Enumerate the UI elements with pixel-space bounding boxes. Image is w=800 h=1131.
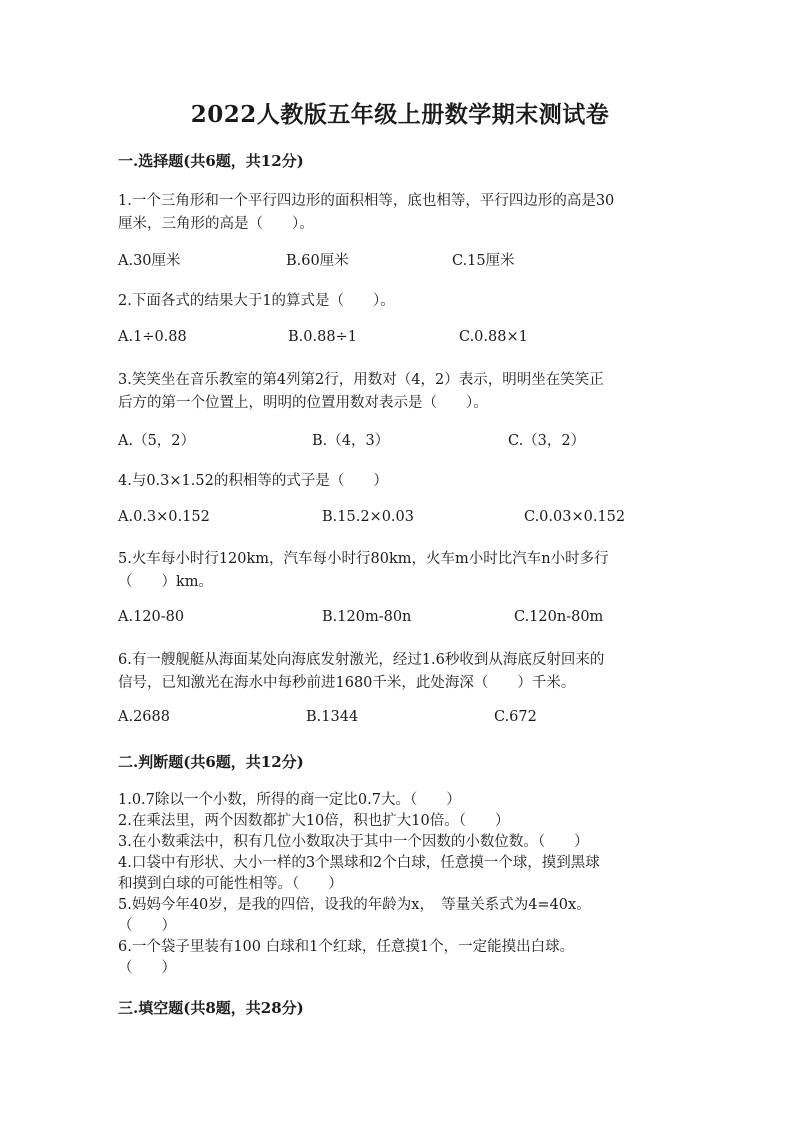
question-6-line-2: 信号，已知激光在海水中每秒前进1680千米，此处海深（ ）千米。 [118,675,576,691]
question-4-option-c: C.0.03×0.152 [524,509,626,525]
question-5-line-1: 5.火车每小时行120km，汽车每小时行80km，火车m小时比汽车n小时多行 [118,551,609,567]
question-2-option-a: A.1÷0.88 [118,329,187,345]
question-6-line-1: 6.有一艘舰艇从海面某处向海底发射激光，经过1.6秒收到从海底反射回来的 [118,652,605,668]
question-3-option-c: C.（3，2） [508,433,586,449]
question-1-option-c: C.15厘米 [452,253,515,269]
question-5-option-a: A.120-80 [118,609,185,625]
question-1-option-a: A.30厘米 [118,253,181,269]
judgement-line-2: 2.在乘法里，两个因数都扩大10倍，积也扩大10倍。（ ） [118,813,510,829]
judgement-line-9: （ ） [118,960,176,976]
question-5-option-b: B.120m-80n [322,609,412,625]
question-4-option-a: A.0.3×0.152 [118,509,210,525]
question-3-option-a: A.（5，2） [118,433,196,449]
question-5-line-2: （ ）km。 [118,574,214,590]
section-heading-choice: 一.选择题(共6题，共12分) [118,152,304,170]
question-6-option-a: A.2688 [118,709,170,725]
question-6-option-c: C.672 [494,709,537,725]
question-6-option-b: B.1344 [306,709,359,725]
section-heading-judgement: 二.判断题(共6题，共12分) [118,753,304,771]
judgement-line-6: 5.妈妈今年40岁，是我的四倍，设我的年龄为x， 等量关系式为4=40x。 [118,897,591,913]
question-2-line-1: 2.下面各式的结果大于1的算式是（ ）。 [118,293,395,309]
question-3-line-1: 3.笑笑坐在音乐教室的第4列第2行，用数对（4，2）表示，明明坐在笑笑正 [118,372,604,388]
question-3-option-b: B.（4，3） [312,433,390,449]
question-2-option-c: C.0.88×1 [459,329,528,345]
judgement-line-7: （ ） [118,918,176,934]
question-1-option-b: B.60厘米 [286,253,349,269]
question-4-option-b: B.15.2×0.03 [322,509,414,525]
section-heading-fill-in: 三.填空题(共8题，共28分) [118,999,304,1017]
question-4-line-1: 4.与0.3×1.52的积相等的式子是（ ） [118,473,388,489]
question-3-line-2: 后方的第一个位置上，明明的位置用数对表示是（ ）。 [118,395,488,411]
judgement-line-5: 和摸到白球的可能性相等。（ ） [118,876,343,892]
judgement-line-8: 6.一个袋子里装有100 白球和1个红球，任意摸1个，一定能摸出白球。 [118,939,575,955]
question-5-option-c: C.120n-80m [514,609,604,625]
judgement-line-3: 3.在小数乘法中，积有几位小数取决于其中一个因数的小数位数。（ ） [118,834,589,850]
exam-title: 2022人教版五年级上册数学期末测试卷 [190,101,610,128]
question-2-option-b: B.0.88÷1 [288,329,357,345]
question-1-line-2: 厘米，三角形的高是（ ）。 [118,216,314,232]
judgement-line-4: 4.口袋中有形状、大小一样的3个黑球和2个白球，任意摸一个球，摸到黑球 [118,855,600,871]
question-1-line-1: 1.一个三角形和一个平行四边形的面积相等，底也相等，平行四边形的高是30 [118,193,615,209]
judgement-line-1: 1.0.7除以一个小数，所得的商一定比0.7大。（ ） [118,792,461,808]
